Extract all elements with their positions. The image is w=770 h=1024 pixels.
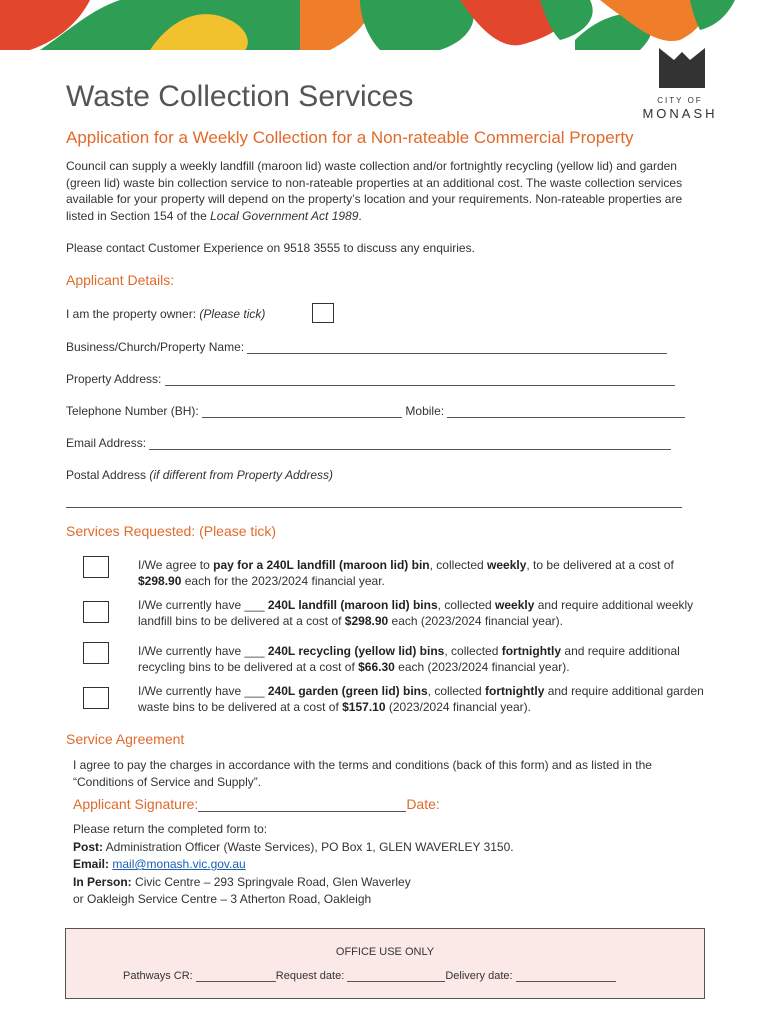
logo-city-text: CITY OF: [657, 96, 703, 105]
return-post: Post: Administration Officer (Waste Services), PO Box 1, GLEN WAVERLEY 3150.: [73, 839, 514, 854]
applicant-details-heading: Applicant Details:: [66, 272, 175, 288]
date-label: Date:: [406, 796, 440, 812]
phone-row: [66, 404, 685, 418]
address-label: Property Address:: [66, 372, 162, 386]
email-label: Email Address:: [66, 436, 147, 450]
mobile-label: Mobile:: [405, 404, 445, 418]
signature-field[interactable]: [198, 797, 406, 812]
owner-label: I am the property owner:: [66, 307, 200, 321]
page-title: Waste Collection Services: [66, 80, 414, 113]
property-owner-checkbox[interactable]: [312, 303, 334, 323]
request-date-label: Request date:: [275, 970, 345, 982]
city-of-monash-logo: [642, 46, 725, 126]
business-row: [66, 340, 667, 354]
owner-hint: (Please tick): [199, 307, 266, 321]
agreement-text: I agree to pay the charges in accordance with the terms and conditions (back of this form) and as listed in the “Conditions of Service and Supply”.: [73, 758, 652, 789]
monash-logo-icon: [659, 48, 705, 88]
postal-address-field[interactable]: [66, 495, 682, 508]
return-in-person: In Person: Civic Centre – 293 Springvale Road, Glen Waverley: [73, 874, 411, 889]
signature-row: [73, 796, 440, 812]
pathways-field[interactable]: [196, 970, 276, 982]
service-1-checkbox[interactable]: [83, 556, 109, 578]
form-subtitle: Application for a Weekly Collection for a Non-rateable Commercial Property: [66, 128, 634, 147]
postal-row: [66, 468, 333, 482]
intro-text: Council can supply a weekly landfill (maroon lid) waste collection and/or fortnightly recycling (yellow lid) and garden (green lid) waste bin collection service to non-rateable properties at an additional cost. The waste collection services available for your property will depend on the property’s location and your requirements. Non-rateable properties are listed in Section 154 of the: [66, 159, 683, 223]
return-email: Email: mail@monash.vic.gov.au: [73, 857, 246, 871]
request-date-field[interactable]: [347, 970, 445, 982]
mobile-field[interactable]: [447, 405, 685, 418]
act-name: Local Government Act 1989: [210, 208, 359, 223]
postal-hint: (if different from Property Address): [149, 468, 334, 482]
intro-period: .: [358, 208, 362, 223]
office-use-fields: [123, 970, 616, 982]
return-oakleigh: or Oakleigh Service Centre – 3 Atherton Road, Oakleigh: [73, 892, 372, 906]
service-4-checkbox[interactable]: [83, 687, 109, 709]
office-use-title: OFFICE USE ONLY: [335, 946, 435, 958]
decorative-banner: [0, 0, 770, 50]
delivery-date-label: Delivery date:: [445, 970, 513, 982]
email-link[interactable]: mail@monash.vic.gov.au: [112, 857, 246, 871]
service-3-checkbox[interactable]: [83, 642, 109, 664]
service-2-text: I/We currently have ___ 240L landfill (maroon lid) bins, collected weekly and require additional weekly landfill bins to be delivered at a cost of $298.90 each (2023/2024 financial year).: [138, 598, 694, 628]
service-3-text: I/We currently have ___ 240L recycling (yellow lid) bins, collected fortnightly and require additional recycling bins to be delivered at a cost of $66.30 each (2023/2024 financial year).: [138, 644, 680, 674]
email-row: [66, 436, 671, 450]
email-field[interactable]: [149, 437, 671, 450]
logo-name-text: MONASH: [642, 106, 718, 121]
telephone-field[interactable]: [202, 405, 402, 418]
postal-label: Postal Address: [66, 468, 150, 482]
service-2-checkbox[interactable]: [83, 601, 109, 623]
pathways-label: Pathways CR:: [123, 970, 193, 982]
phone-label: Telephone Number (BH):: [66, 404, 199, 418]
postal-field-row: [66, 494, 682, 508]
service-agreement-heading: Service Agreement: [66, 731, 185, 747]
signature-label: Applicant Signature:: [73, 796, 199, 812]
services-heading: Services Requested: (Please tick): [66, 523, 277, 539]
property-address-field[interactable]: [165, 373, 675, 386]
service-1-text: I/We agree to pay for a 240L landfill (maroon lid) bin, collected weekly, to be delivered at a cost of $298.90 each for the 2023/2024 financial year.: [138, 558, 674, 588]
business-name-field[interactable]: [247, 341, 667, 354]
service-4-text: I/We currently have ___ 240L garden (green lid) bins, collected fortnightly and require additional garden waste bins to be delivered at a cost of $157.10 (2023/2024 financial year).: [138, 684, 704, 714]
intro-paragraph: [66, 158, 696, 224]
delivery-date-field[interactable]: [516, 970, 616, 982]
address-row: [66, 372, 675, 386]
contact-text: Please contact Customer Experience on 9518 3555 to discuss any enquiries.: [66, 241, 475, 255]
business-label: Business/Church/Property Name:: [66, 340, 245, 354]
return-intro: Please return the completed form to:: [73, 822, 268, 836]
return-instructions: [73, 821, 514, 909]
office-use-box: [65, 928, 705, 999]
owner-row: [66, 307, 265, 321]
